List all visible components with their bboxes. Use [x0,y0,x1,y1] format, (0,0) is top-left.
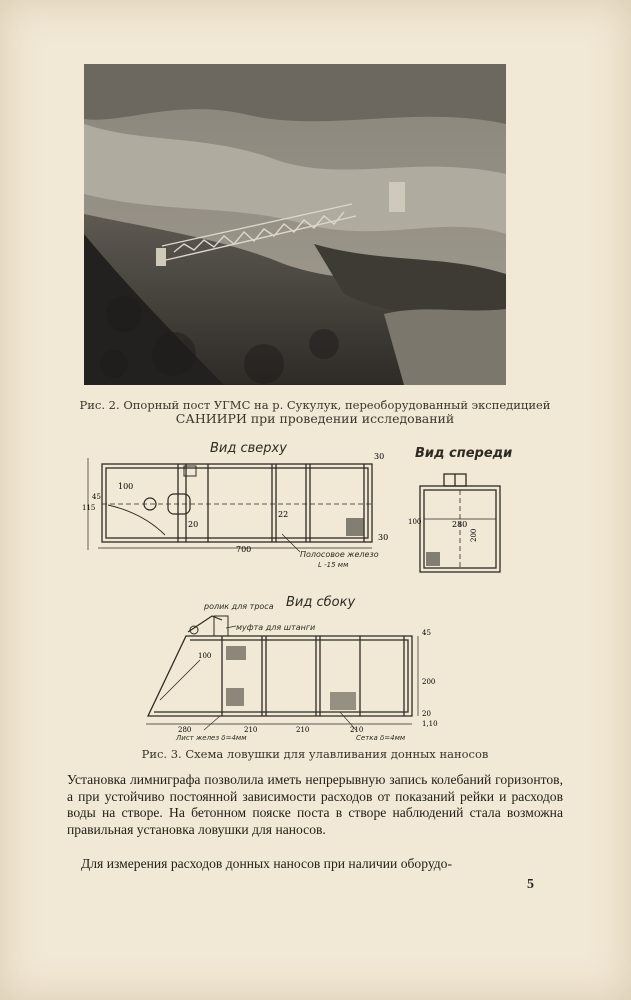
view-front-title: Вид спереди [415,446,513,461]
figure3-caption: Рис. 3. Схема ловушки для улавливания донных наносов [141,747,489,761]
top-dim-22: 22 [278,510,289,519]
top-dim-30a: 30 [374,452,385,461]
label-mesh: Сетка δ=4мм [356,734,406,742]
side-dim-280: 280 [178,726,192,734]
top-dim-100: 100 [118,482,134,491]
side-dim-45: 45 [422,629,431,637]
figure2-caption-line2: САНИИРИ при проведении исследований [175,411,455,426]
side-dim-110: 1,10 [422,720,438,728]
top-dim-30b: 30 [378,533,389,542]
side-dim-210b: 210 [296,726,310,734]
label-strip-size: L -15 мм [318,561,349,569]
view-side-title: Вид сбоку [286,595,356,610]
top-dim-45: 45 [92,493,101,501]
label-strip-iron: Полосовое железо [300,550,379,559]
label-roller: ролик для троса [204,602,274,611]
front-dim-100: 100 [408,518,422,526]
top-dim-115: 115 [82,504,96,512]
front-dim-200: 200 [470,528,478,542]
page-number: 5 [527,877,534,892]
figure2-caption-line1: Рис. 2. Опорный пост УГМС на р. Сукулук, переоборудованный экспедицией [79,398,551,412]
side-dim-210a: 210 [244,726,258,734]
label-coupling: муфта для штанги [236,623,316,632]
paragraph-2: Для измерения расходов донных наносов при наличии оборудо- [81,856,453,871]
top-dim-700: 700 [236,545,252,554]
label-sheet-iron: Лист желез δ=4мм [176,734,247,742]
side-view-frame [146,616,418,724]
paragraph-1: Установка лимниграфа позволила иметь непрерывную запись колебаний горизонтов, а при устойчиво постоянной зависимости расходов от показаний рейки и расходов воды на створе. На бетонном пояске поста в створе наблюдений стала возможна правильная установка ловушки для наносов. [67,772,563,837]
side-dim-210c: 210 [350,726,364,734]
side-dim-200: 200 [422,678,436,686]
side-dim-100: 100 [198,652,212,660]
front-dim-280: 280 [452,520,468,529]
top-view-frame [88,458,372,550]
view-top-title: Вид сверху [210,441,287,456]
top-dim-20: 20 [188,520,199,529]
side-dim-20: 20 [422,710,431,718]
